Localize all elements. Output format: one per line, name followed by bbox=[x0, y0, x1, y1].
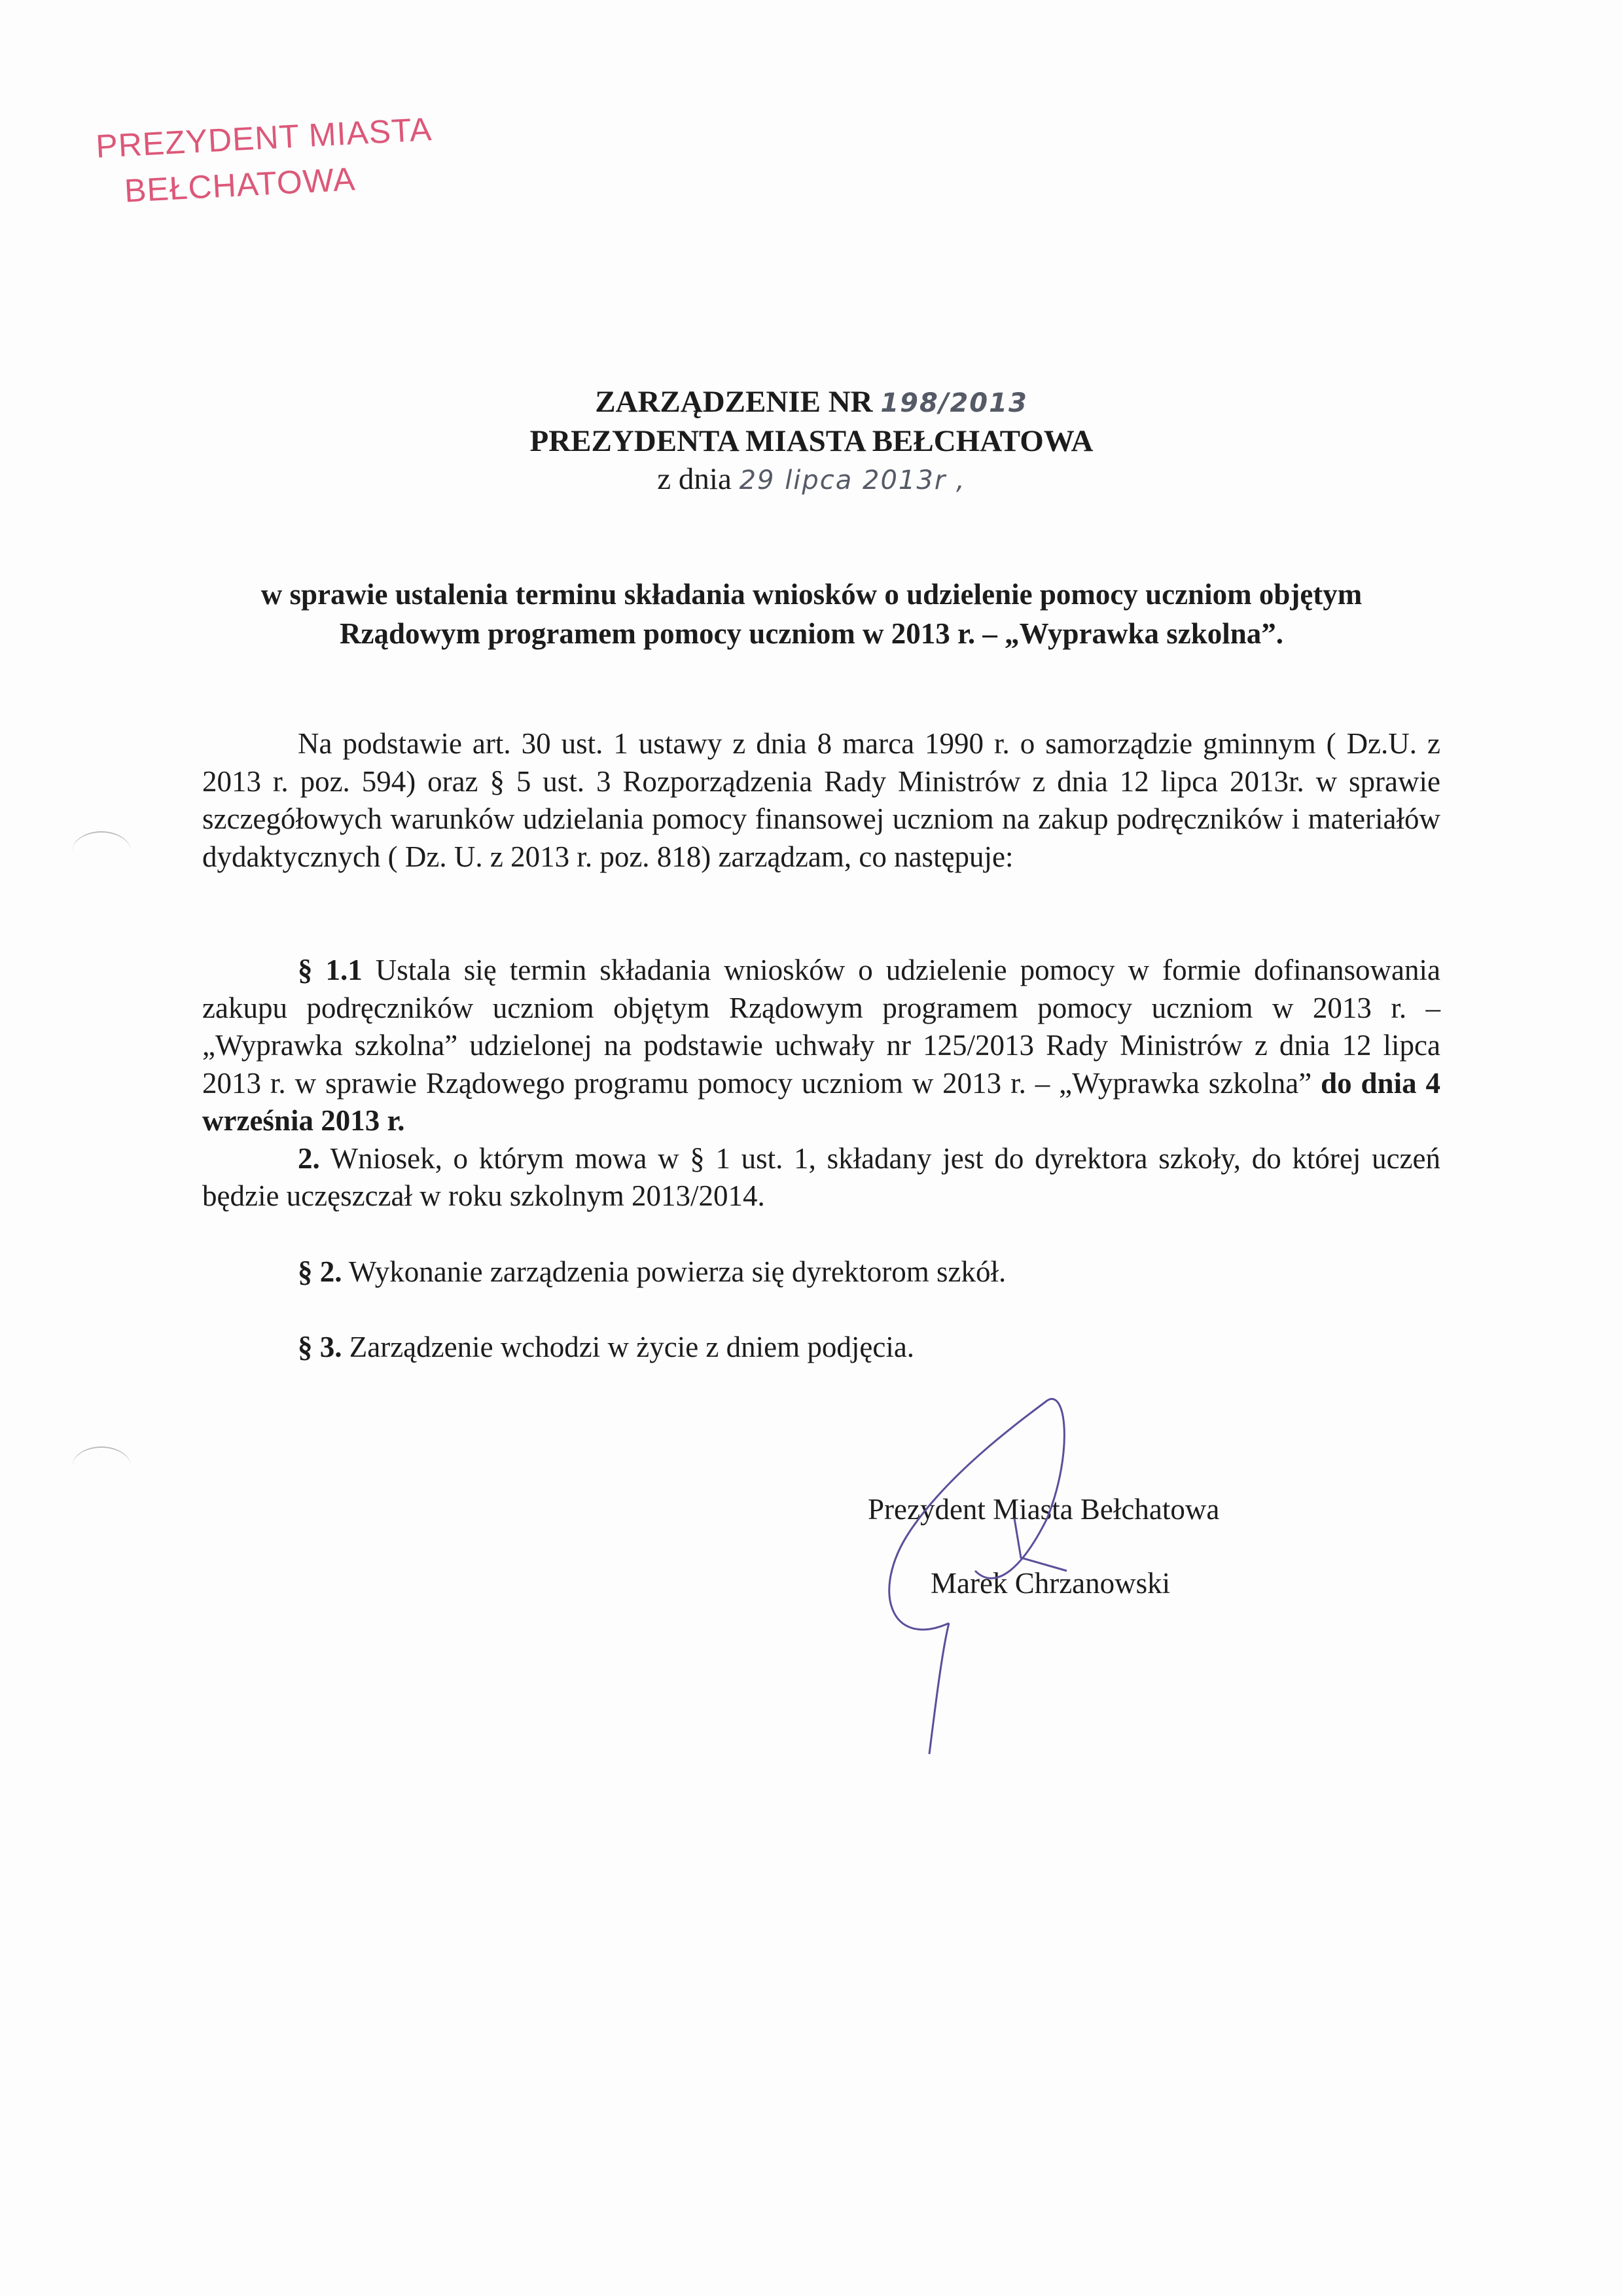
section-1-1-label: § 1.1 bbox=[298, 954, 363, 986]
ordinance-number-handwritten: 198/2013 bbox=[880, 388, 1028, 418]
section-1-2 bbox=[202, 1140, 1440, 1215]
punch-hole-mark bbox=[72, 831, 131, 872]
section-1 bbox=[202, 952, 1440, 1215]
section-3-paragraph bbox=[202, 1329, 1440, 1367]
ordinance-authority: PREZYDENTA MIASTA BEŁCHATOWA bbox=[529, 424, 1094, 458]
date-prefix: z dnia bbox=[657, 462, 740, 496]
stamp-line-1: PREZYDENT MIASTA bbox=[95, 111, 433, 165]
signature-position: Prezydent Miasta Bełchatowa bbox=[868, 1493, 1220, 1526]
ordinance-title: ZARZĄDZENIE NR bbox=[595, 385, 881, 419]
section-3-text: Zarządzenie wchodzi w życie z dniem podjęcia. bbox=[342, 1331, 915, 1363]
section-1-1-text: Ustala się termin składania wniosków o udzielenie pomocy w formie dofinansowania zakupu podręczników uczniom objętym Rządowym programem pomocy uczniom w 2013 r. – „Wyprawka szkolna” udzielonej na podstawie uchwały nr 125/2013 Rady Ministrów z dnia 12 lipca 2013 r. w sprawie Rządowego programu pomocy uczniom w 2013 r. – „Wyprawka szkolna” bbox=[202, 954, 1440, 1100]
section-2-label: § 2. bbox=[298, 1255, 342, 1288]
document-header bbox=[0, 383, 1623, 499]
section-1-2-text: Wniosek, o którym mowa w § 1 ust. 1, składany jest do dyrektora szkoły, do której uczeń będzie uczęszczał w roku szkolnym 2013/2014. bbox=[202, 1141, 1440, 1212]
section-2-paragraph bbox=[202, 1253, 1440, 1291]
subject-line-2: Rządowym programem pomocy uczniom w 2013 r. – „Wyprawka szkolna”. bbox=[339, 617, 1284, 650]
ordinance-number-line bbox=[0, 383, 1623, 422]
section-3-label: § 3. bbox=[298, 1331, 342, 1363]
handwritten-signature bbox=[851, 1374, 1145, 1767]
punch-hole-mark bbox=[72, 1446, 131, 1487]
subject bbox=[0, 575, 1623, 653]
preamble bbox=[202, 725, 1440, 876]
section-2 bbox=[202, 1253, 1440, 1291]
stamp-line-2: BEŁCHATOWA bbox=[123, 160, 357, 209]
section-1-2-label: 2. bbox=[298, 1141, 320, 1175]
preamble-text: Na podstawie art. 30 ust. 1 ustawy z dnia 8 marca 1990 r. o samorządzie gminnym ( Dz.U. z 2013 r. poz. 594) oraz § 5 ust. 3 Rozporządzenia Rady Ministrów z dnia 12 lipca 2013r. w sprawie szczegółowych warunków udzielania pomocy finansowej uczniom na zakup podręczników i materiałów dydaktycznych ( Dz. U. z 2013 r. poz. 818) zarządzam, co następuje: bbox=[202, 727, 1440, 873]
section-3 bbox=[202, 1329, 1440, 1367]
section-2-text: Wykonanie zarządzenia powierza się dyrektorom szkół. bbox=[342, 1255, 1007, 1288]
ordinance-date-line bbox=[0, 460, 1623, 499]
section-1-1 bbox=[202, 952, 1440, 1140]
section-1-1-deadline: do dnia 4 września 2013 r. bbox=[202, 1066, 1440, 1137]
date-handwritten: 29 lipca 2013r , bbox=[739, 465, 966, 495]
subject-line-1: w sprawie ustalenia terminu składania wniosków o udzielenie pomocy uczniom objętym bbox=[260, 578, 1363, 611]
official-stamp bbox=[95, 110, 435, 211]
signature-name: Marek Chrzanowski bbox=[931, 1567, 1171, 1600]
